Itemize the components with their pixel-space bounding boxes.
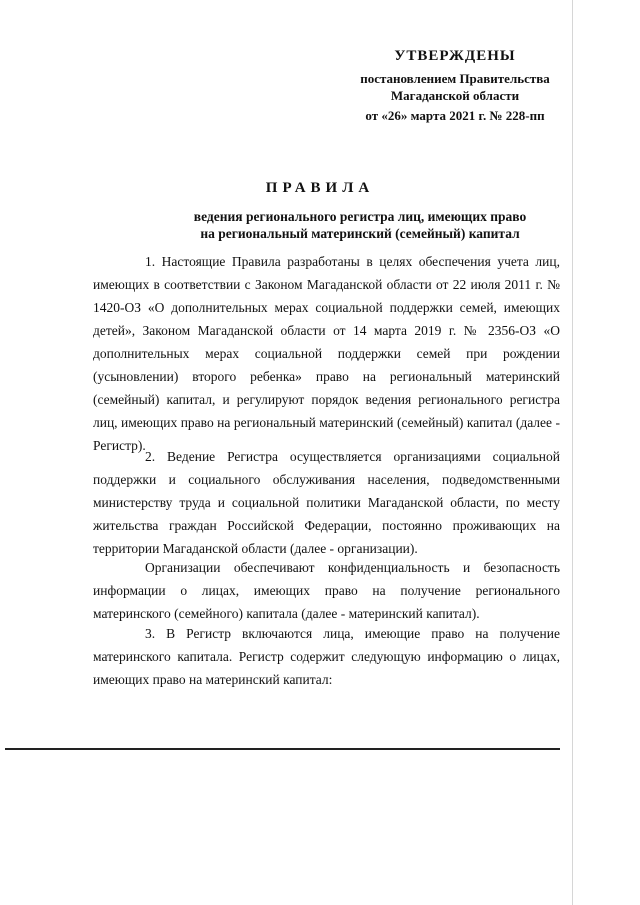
document-title: ПРАВИЛА [265,180,375,196]
subtitle-line-2: на региональный материнский (семейный) капитал [200,226,520,241]
approval-stamp [335,48,575,124]
paragraph-3: Организации обеспечивают конфиденциальность и безопасность информации о лицах, имеющих право на получение регионального материнского (семейного) капитала (далее - материнский капитал). [93,560,560,621]
paragraph-1: 1. Настоящие Правила разработаны в целях обеспечения учета лиц, имеющих в соответствии с Законом Магаданской области от 22 июля 2011 г. № 1420-ОЗ «О дополнительных мерах социальной поддержки семей, имеющих детей», Законом Магаданской области от 14 марта 2019 г. № 2356-ОЗ «О дополнительных мерах социальной поддержки семей при рождении (усыновлении) второго ребенка» право на региональный материнский (семейный) капитал, и регулируют порядок ведения регионального регистра лиц, имеющих право на региональный материнский (семейный) капитал (далее - Регистр). [93,254,560,453]
paragraph-4: 3. В Регистр включаются лица, имеющие право на получение материнского капитала. Регистр содержит следующую информацию о лицах, имеющих право на материнский капитал: [93,626,560,687]
approval-date: от «26» марта 2021 г. № 228-пп [365,108,545,123]
paragraph-2: 2. Ведение Регистра осуществляется организациями социальной поддержки и социального обслуживания населения, подведомственными министерству труда и социальной политики Магаданской области, по месту жительства граждан Российской Федерации, постоянно проживающих на территории Магаданской области (далее - организации). [93,449,560,556]
horizontal-rule [5,748,560,750]
subtitle-line-1: ведения регионального регистра лиц, имеющих право [193,209,527,224]
document-subtitle [150,208,570,242]
scan-edge-line [572,0,573,905]
approval-line-1: постановлением Правительства [360,71,550,86]
approval-line-2: Магаданской области [390,88,520,103]
approval-heading: УТВЕРЖДЕНЫ [394,48,516,64]
